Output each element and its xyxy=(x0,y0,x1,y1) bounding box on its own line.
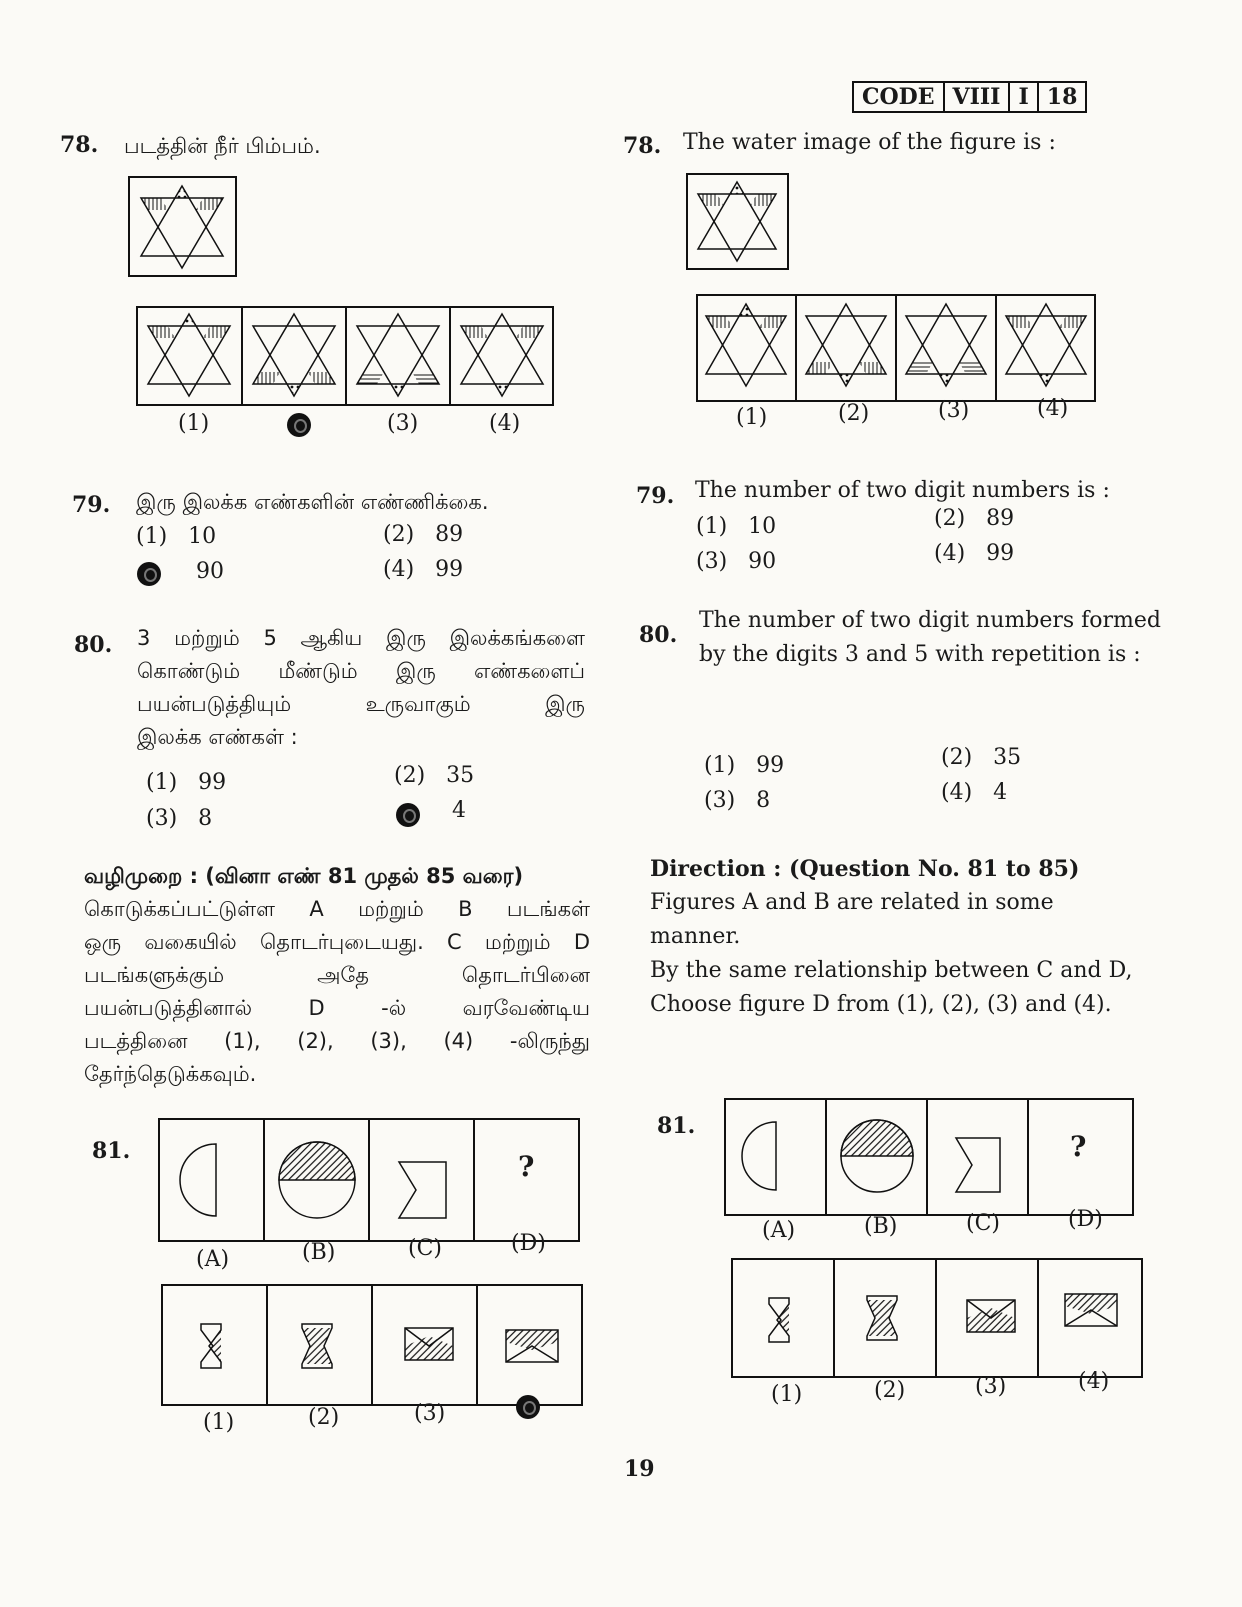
q78-ta-option-3-figure xyxy=(357,314,439,396)
q81-en-label-a: (A) xyxy=(762,1218,796,1243)
q80-ta-line: 3 மற்றும் 5 ஆகிய இரு இலக்கங்களை xyxy=(137,626,585,650)
direction-ta-line: பயன்படுத்தினால் D -ல் வரவேண்டிய xyxy=(84,996,590,1020)
q79-ta-option-1[interactable]: (1) 10 xyxy=(136,524,217,549)
q80-en-number: 80. xyxy=(639,622,678,648)
code-box xyxy=(852,81,1087,113)
q81-ta-option-4-figure xyxy=(506,1330,558,1362)
q78-en-option-4-label[interactable]: (4) xyxy=(1037,396,1069,421)
q81-ta-figure-a xyxy=(180,1144,216,1216)
q80-en-line: by the digits 3 and 5 with repetition is : xyxy=(699,642,1141,667)
q78-en-option-2-figure xyxy=(806,304,886,386)
direction-ta-line: ஒரு வகையில் தொடர்புடையது. C மற்றும் D xyxy=(84,930,590,954)
q81-ta-label-a: (A) xyxy=(196,1247,230,1272)
q78-ta-option-3-label[interactable]: (3) xyxy=(387,411,419,436)
q81-ta-options-strip xyxy=(161,1284,583,1406)
q81-ta-label-b: (B) xyxy=(302,1240,336,1265)
code-number: 18 xyxy=(1046,84,1078,110)
answer-mark-q78 xyxy=(287,413,311,437)
q78-ta-option-1-label[interactable]: (1) xyxy=(178,411,210,436)
q81-ta-label-d: (D) xyxy=(511,1231,546,1256)
q81-en-options-strip xyxy=(731,1258,1143,1378)
q78-en-number: 78. xyxy=(623,133,662,159)
direction-ta-line: படங்களுக்கும் அதே தொடர்பினை xyxy=(84,963,590,987)
answer-mark-q79 xyxy=(137,562,161,586)
direction-en-line: By the same relationship between C and D, xyxy=(650,958,1133,983)
q81-en-option-2-figure xyxy=(867,1296,897,1340)
q79-en-option-3[interactable]: (3) 90 xyxy=(696,549,777,574)
q81-ta-option-2-figure xyxy=(302,1324,332,1368)
q80-ta-option-2[interactable]: (2) 35 xyxy=(394,763,475,788)
q78-en-question-figure xyxy=(686,173,790,271)
q81-en-option-1-label[interactable]: (1) xyxy=(771,1382,803,1407)
q80-en-option-1[interactable]: (1) 99 xyxy=(704,753,785,778)
q81-en-number: 81. xyxy=(657,1113,696,1139)
direction-ta-line: கொடுக்கப்பட்டுள்ள A மற்றும் B படங்கள் xyxy=(84,897,590,921)
q79-en-option-2[interactable]: (2) 89 xyxy=(934,506,1015,531)
direction-ta-heading: வழிமுறை : (வினா எண் 81 முதல் 85 வரை) xyxy=(84,864,524,888)
q79-en-option-1[interactable]: (1) 10 xyxy=(696,514,777,539)
q81-ta-question-mark: ? xyxy=(518,1150,535,1183)
direction-en xyxy=(650,852,1140,1022)
q80-en-text xyxy=(699,604,1161,672)
direction-en-line: Choose figure D from (1), (2), (3) and (4). xyxy=(650,992,1112,1017)
direction-ta xyxy=(84,860,590,1091)
code-part: I xyxy=(1010,83,1038,111)
q80-en-option-3[interactable]: (3) 8 xyxy=(704,788,771,813)
q81-en-option-1-figure xyxy=(769,1298,789,1342)
q79-en-text: The number of two digit numbers is : xyxy=(695,478,1110,503)
q78-en-text: The water image of the figure is : xyxy=(683,130,1056,155)
q79-en-option-4[interactable]: (4) 99 xyxy=(934,541,1015,566)
page-number: 19 xyxy=(624,1456,655,1482)
q80-ta-line: கொண்டும் மீண்டும் இரு எண்களைப் xyxy=(137,659,585,683)
answer-mark-q80 xyxy=(396,803,420,827)
q80-number: 80. xyxy=(74,632,113,658)
q78-en-option-4-figure xyxy=(1006,304,1086,386)
q80-en-line: The number of two digit numbers formed xyxy=(699,608,1161,633)
q81-en-figure-a xyxy=(742,1122,776,1190)
q80-ta-text xyxy=(137,622,585,754)
q78-number: 78. xyxy=(60,132,99,158)
q78-ta-option-4-label[interactable]: (4) xyxy=(489,411,521,436)
q78-en-option-3-label[interactable]: (3) xyxy=(938,398,970,423)
q81-ta-option-1-figure xyxy=(201,1324,221,1368)
q81-en-option-4-label[interactable]: (4) xyxy=(1078,1369,1110,1394)
answer-mark-q81 xyxy=(516,1395,540,1419)
q81-ta-option-1-label[interactable]: (1) xyxy=(203,1410,235,1435)
q79-ta-option-3-value[interactable]: 90 xyxy=(196,559,224,584)
q78-ta-question-figure xyxy=(128,176,238,278)
q81-ta-number: 81. xyxy=(92,1138,131,1164)
q78-en-option-2-label[interactable]: (2) xyxy=(838,401,870,426)
q79-en-number: 79. xyxy=(636,483,675,509)
q81-ta-top-strip xyxy=(158,1118,580,1242)
direction-en-line: Figures A and B are related in some manner. xyxy=(650,890,1054,949)
q81-en-label-c: (C) xyxy=(966,1211,1000,1236)
q81-en-label-b: (B) xyxy=(864,1214,898,1239)
direction-ta-line: தேர்ந்தெடுக்கவும். xyxy=(84,1062,257,1086)
q81-en-label-d: (D) xyxy=(1068,1207,1103,1232)
q80-ta-option-1[interactable]: (1) 99 xyxy=(146,770,227,795)
q81-ta-label-c: (C) xyxy=(408,1236,442,1261)
q80-en-option-2[interactable]: (2) 35 xyxy=(941,745,1022,770)
q81-ta-figure-c xyxy=(399,1162,446,1218)
direction-ta-line: படத்தினை (1), (2), (3), (4) -லிருந்து xyxy=(84,1029,590,1053)
q80-ta-option-3[interactable]: (3) 8 xyxy=(146,806,213,831)
q81-en-option-2-label[interactable]: (2) xyxy=(874,1378,906,1403)
q81-en-option-3-figure xyxy=(967,1300,1015,1332)
q81-ta-option-2-label[interactable]: (2) xyxy=(308,1405,340,1430)
q80-en-option-4[interactable]: (4) 4 xyxy=(941,780,1008,805)
q81-ta-option-3-label[interactable]: (3) xyxy=(414,1401,446,1426)
q81-en-option-4-figure xyxy=(1065,1294,1117,1326)
q79-number: 79. xyxy=(72,492,111,518)
q81-en-figure-c xyxy=(956,1138,1000,1192)
direction-en-heading: Direction : (Question No. 81 to 85) xyxy=(650,856,1080,882)
q79-ta-option-4[interactable]: (4) 99 xyxy=(383,557,464,582)
q81-en-question-mark: ? xyxy=(1070,1130,1087,1163)
code-class: VIII xyxy=(945,83,1011,111)
q78-ta-option-1-figure xyxy=(148,314,230,396)
q80-ta-line: இலக்க எண்கள் : xyxy=(137,725,298,749)
q78-ta-options-strip xyxy=(136,306,554,406)
q81-en-figure-b xyxy=(841,1120,913,1192)
q78-en-option-1-figure xyxy=(706,304,786,386)
q78-ta-option-2-figure xyxy=(253,314,335,396)
q80-ta-line: பயன்படுத்தியும் உருவாகும் இரு xyxy=(137,692,585,716)
q78-en-option-3-figure xyxy=(906,304,986,386)
q81-ta-figure-b xyxy=(279,1142,355,1218)
code-label: CODE xyxy=(854,83,945,111)
q78-en-options-strip xyxy=(696,294,1096,402)
q81-ta-option-3-figure xyxy=(405,1328,453,1360)
q81-en-option-3-label[interactable]: (3) xyxy=(975,1374,1007,1399)
q79-ta-option-2[interactable]: (2) 89 xyxy=(383,522,464,547)
q78-ta-option-4-figure xyxy=(461,314,543,396)
q79-ta-text: இரு இலக்க எண்களின் எண்ணிக்கை. xyxy=(136,490,489,514)
q78-ta-text: படத்தின் நீர் பிம்பம். xyxy=(124,134,321,158)
q78-en-option-1-label[interactable]: (1) xyxy=(736,405,768,430)
q80-ta-option-4-value[interactable]: 4 xyxy=(452,798,466,823)
